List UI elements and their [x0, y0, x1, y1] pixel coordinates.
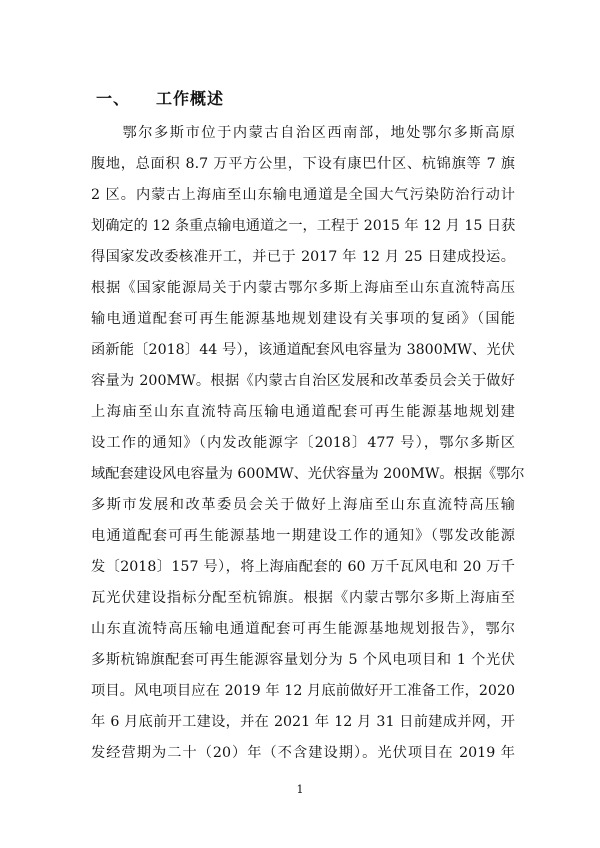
section-heading — [96, 86, 224, 109]
text-line: 发〔2018〕157 号），将上海庙配套的 60 万千瓦风电和 20 万千 — [91, 559, 515, 575]
text-line: 得国家发改委核准开工，并已于 2017 年 12 月 25 日建成投运。 — [91, 249, 515, 265]
section-title: 工作概述 — [156, 89, 225, 108]
text-line: 容量为 200MW。根据《内蒙古自治区发展和改革委员会关于做好 — [91, 373, 515, 389]
text-line: 发经营期为二十（20）年（不含建设期）。光伏项目在 2019 年 — [91, 745, 515, 761]
text-line: 上海庙至山东直流特高压输电通道配套可再生能源基地规划建 — [91, 404, 515, 420]
text-line: 多斯市发展和改革委员会关于做好上海庙至山东直流特高压输 — [91, 497, 515, 513]
text-line: 项目。风电项目应在 2019 年 12 月底前做好开工准备工作，2020 — [91, 683, 515, 699]
text-line: 电通道配套可再生能源基地一期建设工作的通知》（鄂发改能源 — [91, 528, 515, 544]
section-number: 一、 — [96, 89, 131, 108]
text-line: 腹地，总面积 8.7 万平方公里，下设有康巴什区、杭锦旗等 7 旗 — [91, 156, 515, 172]
text-line: 域配套建设风电容量为 600MW、光伏容量为 200MW。根据《鄂尔 — [91, 466, 525, 482]
body-paragraph — [91, 118, 525, 769]
text-line: 鄂尔多斯市位于内蒙古自治区西南部，地处鄂尔多斯高原 — [91, 125, 515, 141]
text-line: 函新能〔2018〕44 号），该通道配套风电容量为 3800MW、光伏 — [91, 342, 515, 358]
page-number: 1 — [296, 783, 304, 796]
text-line: 划确定的 12 条重点输电通道之一，工程于 2015 年 12 月 15 日获 — [91, 218, 516, 234]
text-line: 根据《国家能源局关于内蒙古鄂尔多斯上海庙至山东直流特高压 — [91, 280, 515, 296]
text-line: 设工作的通知》（内发改能源字〔2018〕477 号），鄂尔多斯区 — [91, 435, 515, 451]
text-line: 瓦光伏建设指标分配至杭锦旗。根据《内蒙古鄂尔多斯上海庙至 — [91, 590, 515, 606]
text-line: 2 区。内蒙古上海庙至山东输电通道是全国大气污染防治行动计 — [91, 187, 515, 203]
text-line: 年 6 月底前开工建设，并在 2021 年 12 月 31 日前建成并网，开 — [91, 714, 515, 730]
text-line: 山东直流特高压输电通道配套可再生能源基地规划报告》，鄂尔 — [91, 621, 515, 637]
text-line: 输电通道配套可再生能源基地规划建设有关事项的复函》（国能 — [91, 311, 515, 327]
text-line: 多斯杭锦旗配套可再生能源容量划分为 5 个风电项目和 1 个光伏 — [91, 652, 515, 668]
